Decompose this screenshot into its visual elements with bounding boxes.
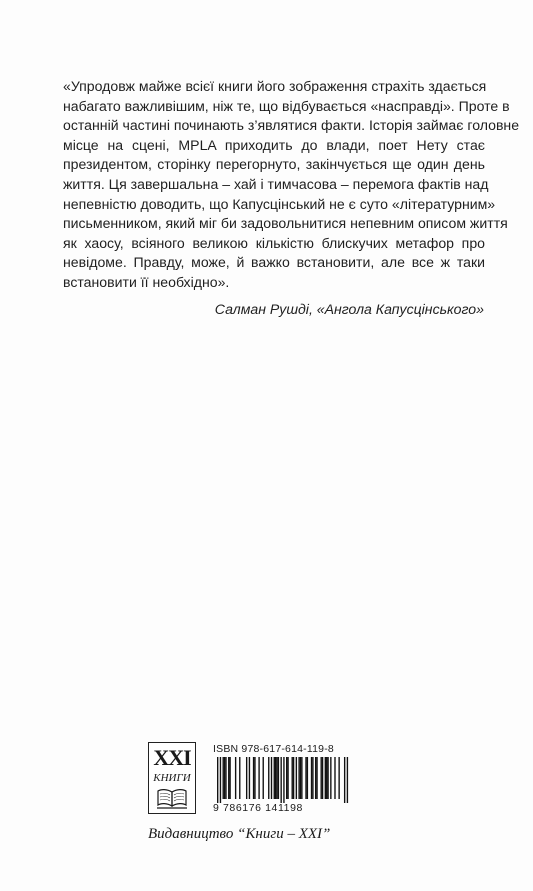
barcode-bar [298,757,299,799]
barcode-bar [228,757,229,799]
quote-block [63,77,520,293]
barcode-bar [253,757,254,799]
barcode-bar [326,757,327,799]
barcode-bar [327,757,328,799]
quote-line: місце на сцені, MPLA приходить до влади, поет Нету стає [63,136,485,153]
barcode-bar [235,757,236,799]
barcode-bar [268,757,269,799]
logo-word: КНИГИ [153,772,191,784]
barcode-bar [283,757,284,803]
barcode-bar [286,757,287,799]
barcode-bar [229,757,230,799]
barcode-bar [347,757,348,803]
barcode [209,743,355,815]
barcode-bar [307,757,308,799]
quote-line: останній частині починають з’являтися факти. Історія займає головне [63,117,520,134]
publisher-name: Видавництво “Книги – XXI” [148,826,331,842]
publisher-logo [148,742,196,814]
barcode-bar [278,757,279,799]
barcode-bar [276,757,277,799]
barcode-bar [321,757,322,799]
barcode-bar [338,757,339,799]
barcode-bar [300,757,301,799]
quote-line: життя. Ця завершальна – хай і тимчасова – перемога фактів над [63,175,489,192]
barcode-bar [246,757,247,799]
isbn-label: ISBN 978-617-614-119-8 [213,743,334,755]
barcode-bar [249,757,250,799]
barcode-bar [296,757,297,799]
barcode-bar [271,757,272,799]
quote-line: «Упродовж майже всієї книги його зображення страхіть здається [63,78,487,94]
barcode-bar [280,757,281,803]
barcode-bar [223,757,224,799]
quote-line: президентом, сторінку перегорнуто, закінчується ще один день [63,156,485,173]
quote-line: як хаосу, всіяного великою кількістю блискучих метафор про [63,234,485,251]
barcode-bar [225,757,226,799]
barcode-bar [287,757,288,799]
barcode-bar [301,757,302,799]
barcode-bar [325,757,326,799]
barcode-bar [258,757,259,799]
barcode-bar [322,757,323,799]
quote-line: письменником, який міг би задовольнитися непевним описом життя [63,215,508,232]
quote-line: невідоме. Правду, може, й важко встановити, але все ж таки [63,254,485,271]
barcode-bar [305,757,306,799]
open-book-icon [156,787,188,809]
barcode-bar [254,757,255,799]
quote-line: встановити її необхідно». [63,273,230,290]
quote-line: набагато важливішим, ніж те, що відбувається «насправді». Проте в [63,97,510,114]
barcode-bar [239,757,240,799]
barcode-bar [330,757,331,799]
barcode-bar [275,757,276,799]
barcode-bar [217,757,218,803]
barcode-bar [316,757,317,799]
barcode-bar [224,757,225,799]
logo-numeral: XXI [153,745,191,770]
barcode-bar [293,757,294,799]
barcode-bars [209,757,355,803]
barcode-digits: 9 786176 141198 [213,802,303,814]
quote-attribution: Салман Рушді, «Ангола Капусцінського» [214,301,484,317]
barcode-bar [220,757,221,803]
barcode-bar [344,757,345,803]
barcode-bar [263,757,264,799]
quote-line: непевністю доводить, що Капусцінський не є суто «літературним» [63,195,496,212]
barcode-bar [292,757,293,799]
barcode-bar [334,757,335,799]
barcode-bar [311,757,312,799]
barcode-bar [274,757,275,799]
barcode-bar [315,757,316,799]
barcode-bar [312,757,313,799]
